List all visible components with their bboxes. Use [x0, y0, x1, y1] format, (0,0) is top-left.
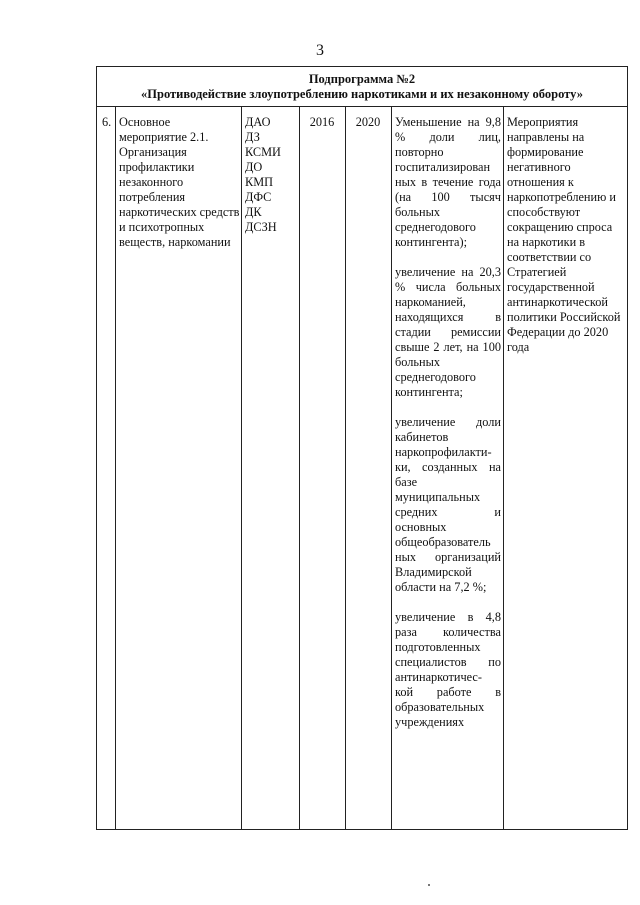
executor: ДК [245, 205, 262, 219]
column-divider [345, 107, 346, 829]
table-header [97, 67, 627, 107]
note-text: Мероприятия направлены на формирование негативного отношения к наркопотреблению и способствуют сокращению спроса на наркотики в соответствии со Стратегией государственной антинаркотической политики Российской Федерации до 2020 года [507, 115, 621, 354]
end-year: 2020 [355, 115, 381, 129]
row-number: 6. [102, 115, 112, 129]
column-divider [241, 107, 242, 829]
indicator-item: увеличение доли кабинетов наркопрофилакти- ки, созданных на базе муниципальных средних и основных общеобразователь ных организаций Владимирской области на 7,2 %; [395, 415, 501, 594]
column-divider [115, 107, 116, 829]
activity-name: Основное мероприятие 2.1. Организация профилактики незаконного потребления наркотических средств и психотропных веществ, наркомании [119, 115, 240, 249]
column-divider [391, 107, 392, 829]
page-number: 3 [316, 42, 324, 59]
indicator-item: увеличение на 20,3 % числа больных наркоманией, находящихся в стадии ремиссии свыше 2 лет, на 100 больных среднегодового контингента; [395, 265, 501, 399]
executor: ДЗ [245, 130, 260, 144]
executor: ДСЗН [245, 220, 277, 234]
scan-speck [428, 884, 430, 886]
indicators [395, 115, 501, 745]
executor: ДФС [245, 190, 272, 204]
program-table [96, 66, 628, 830]
executor: КСМИ [245, 145, 281, 159]
executor: КМП [245, 175, 274, 189]
start-year: 2016 [309, 115, 335, 129]
executors-list [245, 115, 297, 235]
executor: ДАО [245, 115, 271, 129]
subprogram-title: Подпрограмма №2 [308, 72, 416, 86]
column-divider [503, 107, 504, 829]
indicator-item: увеличение в 4,8 раза количества подготовленных специалистов по антинаркотичес- кой работе в образовательных учреждениях [395, 610, 501, 729]
executor: ДО [245, 160, 263, 174]
indicator-item: Уменьшение на 9,8 % доли лиц, повторно госпитализирован ных в течение года (на 100 тысяч больных среднегодового контингента); [395, 115, 501, 249]
column-divider [299, 107, 300, 829]
subprogram-name: «Противодействие злоупотреблению наркотиками и их незаконному обороту» [141, 87, 583, 101]
